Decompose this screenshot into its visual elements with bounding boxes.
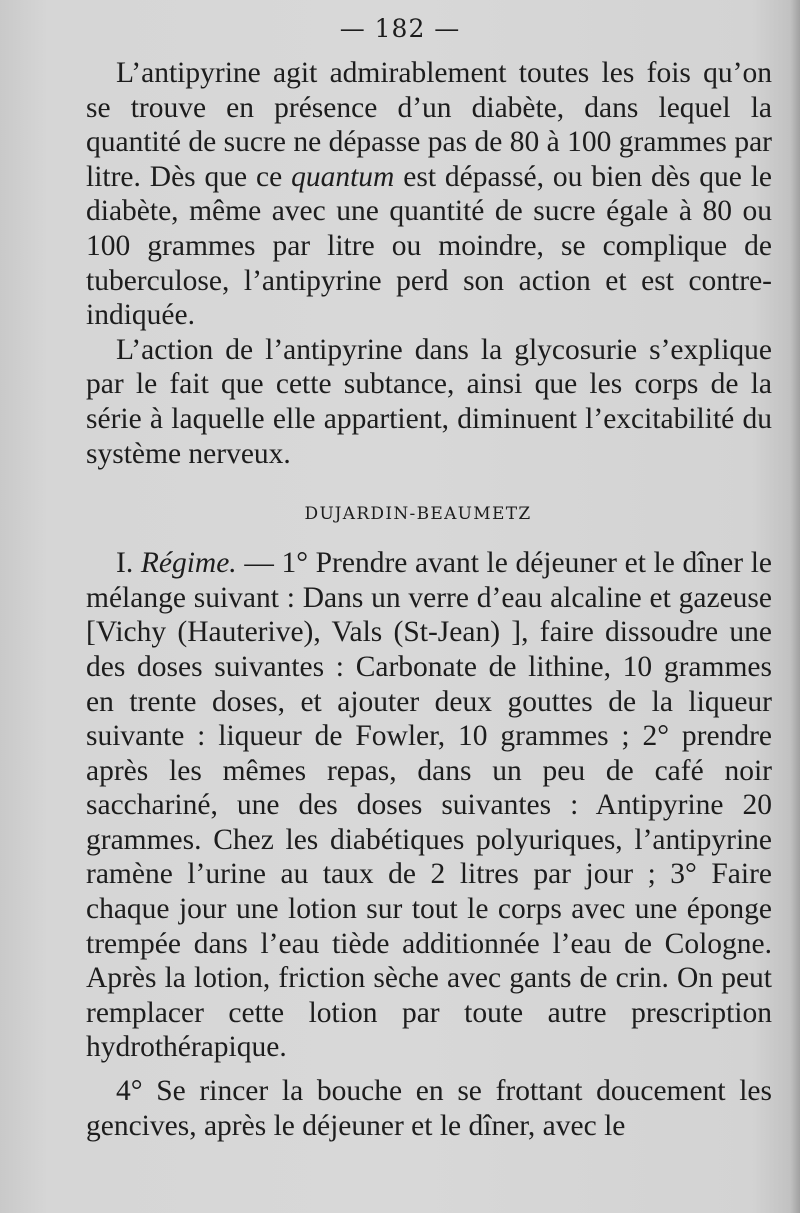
italic-term: Régime. [140,547,237,580]
paragraph-text: est dépassé, ou bien dès que le diabète, même avec une quantité de sucre égale à 80 ou 100 grammes par litre ou moindre, se complique de tuberculose, l’antipyrine perd son action et est contre-indiquée. [86,160,772,332]
italic-term: quantum [291,160,395,193]
page-number: — 182 — [339,14,461,43]
paragraph-text: — 1° Prendre avant le déjeuner et le dîner le mélange suivant : Dans un verre d’eau alcaline et gazeuse [Vichy (Hauterive), Vals (St-Jean) ], faire dissoudre une des doses suivantes : Carbonate de lithine, 10 grammes en trente doses, et ajouter deux gouttes de la liqueur suivante : liqueur de Fowler, 10 grammes ; 2° prendre après les mêmes repas, dans un peu de café noir sacchariné, une des doses suivantes : Antipyrine 20 grammes. Chez les diabétiques polyuriques, l’antipyrine ramène l’urine au taux de 2 litres par jour ; 3° Faire chaque jour une lotion sur tout le corps avec une éponge trempée dans l’eau tiède additionnée l’eau de Cologne. Après la lotion, friction sèche avec gants de crin. On peut remplacer cette lotion par toute autre prescription hydrothérapique. [86,547,773,1064]
section-number: I. [116,547,141,580]
page-body [86,56,772,1173]
paragraph-action-glycosurie: L’action de l’antipyrine dans la glycosurie s’explique par le fait que cette subtance, ainsi que les corps de la série à laquelle elle appartient, diminuent l’excitabilité du système nerveux. [86,333,772,470]
page-edge-shadow [790,0,800,1213]
paragraph-rincer-bouche: 4° Se rincer la bouche en se frottant doucement les gencives, après le déjeuner et le dîner, avec le [86,1075,772,1142]
section-heading: DUJARDIN-BEAUMETZ [304,504,532,525]
paragraph-antipyrine-diabete [86,56,772,333]
paragraph-text: L’antipyrine agit admirablement toutes les fois qu’on se trouve en présence d’un diabète, dans lequel la quantité de sucre ne dépasse pas de 80 à 100 grammes par litre. Dès que ce [86,57,772,193]
paragraph-regime [86,546,772,1065]
